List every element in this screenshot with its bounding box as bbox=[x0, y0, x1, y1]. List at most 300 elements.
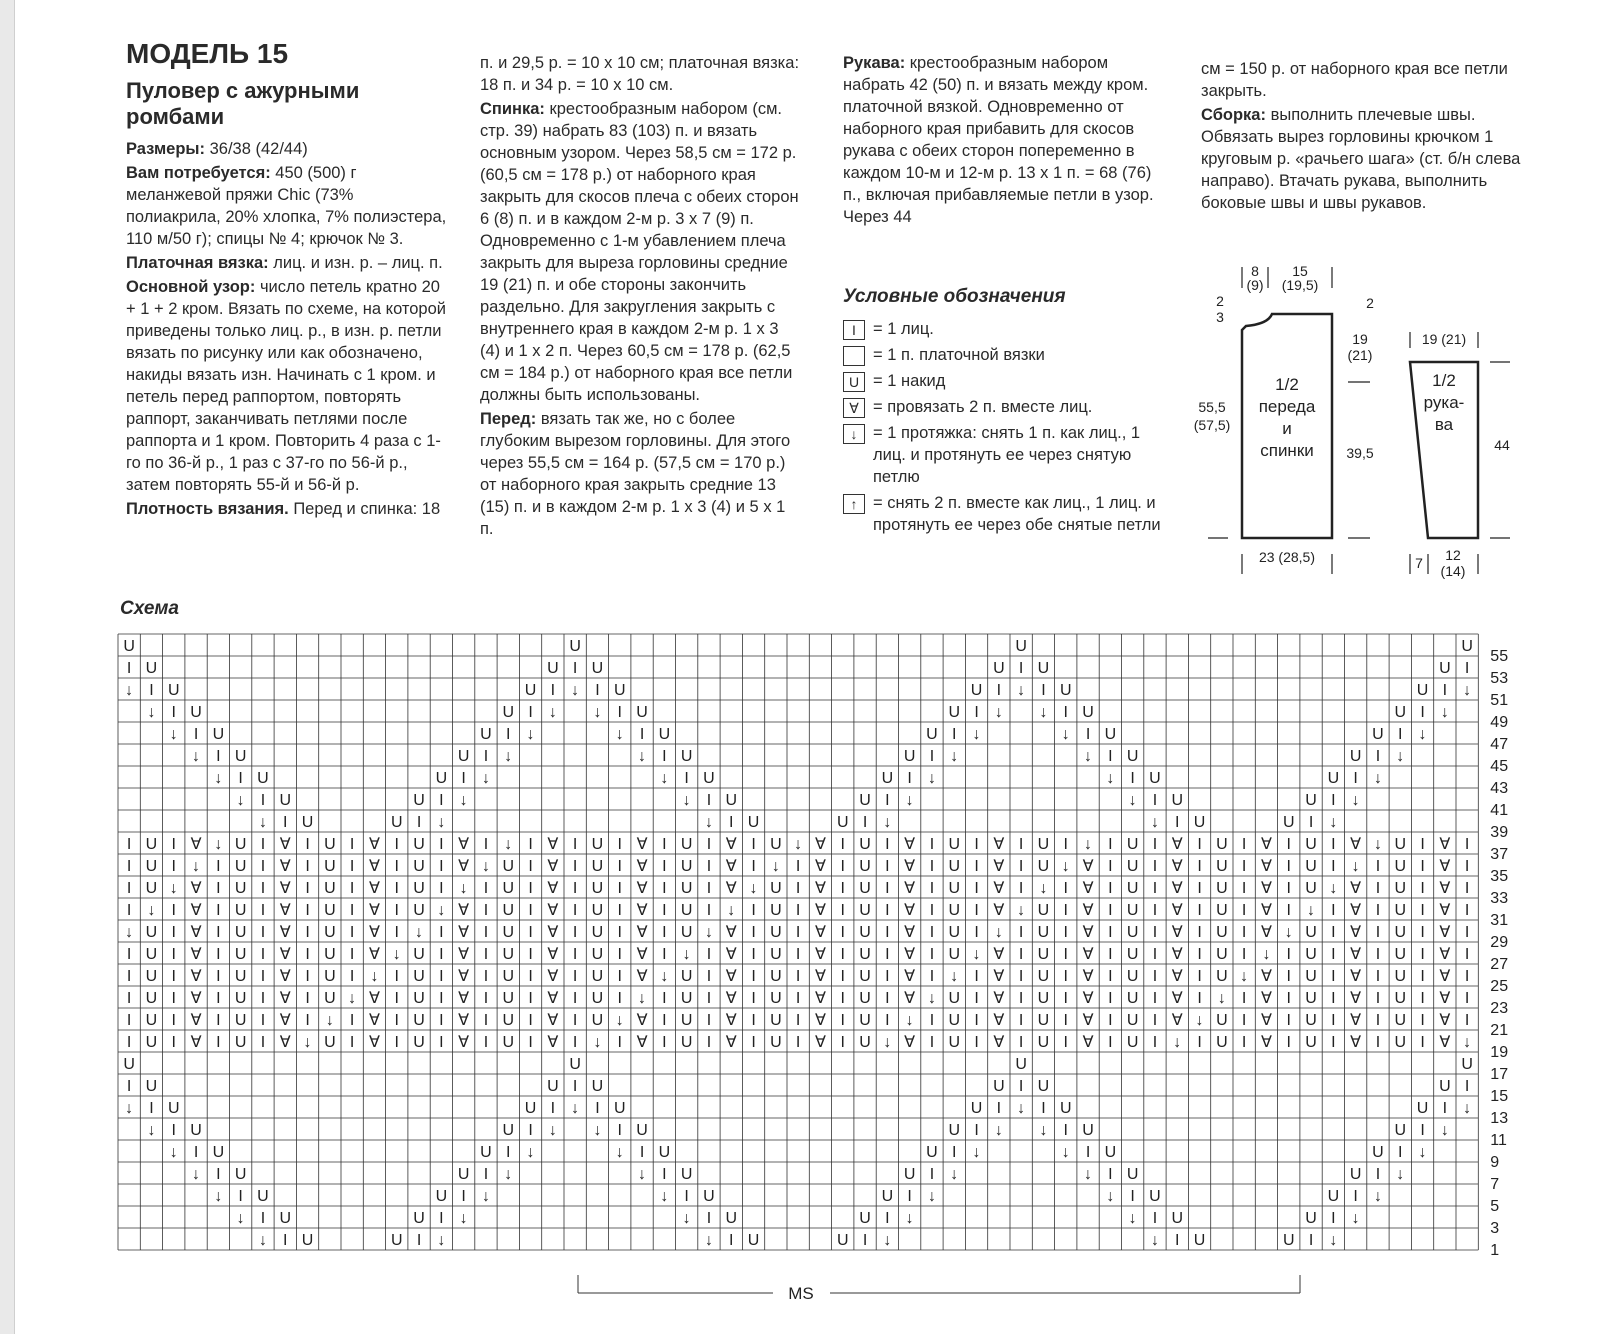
chart-symbol: I bbox=[1308, 1232, 1314, 1249]
chart-symbol: I bbox=[126, 902, 132, 919]
chart-symbol: I bbox=[572, 880, 578, 897]
chart-symbol: U bbox=[1394, 836, 1407, 853]
chart-symbol: I bbox=[149, 1100, 154, 1117]
text-column-4 bbox=[1201, 58, 1523, 216]
chart-symbol: I bbox=[617, 836, 622, 853]
chart-symbol: ∀ bbox=[904, 946, 916, 963]
chart-symbol: U bbox=[1104, 1144, 1117, 1161]
chart-symbol: U bbox=[145, 924, 158, 941]
chart-symbol: ↓ bbox=[883, 1034, 892, 1051]
chart-symbol: I bbox=[1130, 770, 1135, 787]
chart-symbol: U bbox=[413, 990, 425, 1007]
chart-symbol: U bbox=[680, 880, 693, 897]
chart-symbol: U bbox=[993, 660, 1005, 677]
chart-symbol: U bbox=[324, 902, 336, 919]
row-number: 3 bbox=[1490, 1220, 1500, 1237]
chart-symbol: U bbox=[324, 968, 336, 985]
chart-symbol: ↓ bbox=[1061, 726, 1070, 743]
chart-symbol: ↓ bbox=[214, 836, 223, 853]
chart-symbol: I bbox=[729, 1232, 734, 1249]
chart-symbol: ∀ bbox=[636, 924, 648, 941]
chart-symbol: ↓ bbox=[147, 704, 156, 721]
chart-symbol: I bbox=[528, 1122, 533, 1139]
chart-symbol: I bbox=[1331, 1012, 1336, 1029]
chart-symbol: U bbox=[413, 836, 425, 853]
chart-symbol: I bbox=[506, 1144, 511, 1161]
chart-symbol: I bbox=[751, 946, 756, 963]
chart-symbol: I bbox=[305, 902, 310, 919]
chart-symbol: U bbox=[948, 902, 961, 919]
assembly-paragraph bbox=[1201, 104, 1523, 214]
chart-symbol: ↓ bbox=[504, 748, 513, 765]
chart-symbol: U bbox=[680, 1166, 693, 1183]
chart-symbol: I bbox=[305, 836, 310, 853]
chart-symbol: I bbox=[126, 946, 132, 963]
chart-symbol: U bbox=[1349, 748, 1362, 765]
chart-symbol: ↓ bbox=[727, 902, 736, 919]
chart-symbol: U bbox=[1126, 748, 1139, 765]
front-label: Перед: bbox=[480, 410, 537, 428]
chart-symbol: U bbox=[903, 748, 916, 765]
chart-symbol: U bbox=[1327, 770, 1340, 787]
chart-symbol: U bbox=[145, 990, 158, 1007]
chart-symbol: ∀ bbox=[814, 946, 826, 963]
chart-symbol: U bbox=[1394, 902, 1407, 919]
chart-symbol: ↓ bbox=[883, 1232, 892, 1249]
chart-symbol: I bbox=[1108, 968, 1113, 985]
chart-symbol: I bbox=[1018, 990, 1024, 1007]
chart-symbol: ∀ bbox=[190, 968, 202, 985]
chart-symbol: I bbox=[394, 902, 399, 919]
chart-symbol: ↓ bbox=[571, 682, 580, 699]
chart-symbol: U bbox=[1305, 946, 1317, 963]
chart-symbol: U bbox=[1327, 1188, 1340, 1205]
chart-symbol: I bbox=[662, 880, 667, 897]
row-number: 31 bbox=[1490, 912, 1509, 929]
chart-symbol: U bbox=[770, 1012, 782, 1029]
chart-symbol: I bbox=[305, 990, 310, 1007]
chart-symbol: ∀ bbox=[368, 836, 380, 853]
chart-symbol: I bbox=[1108, 748, 1113, 765]
chart-symbol: ∀ bbox=[190, 924, 202, 941]
ms-label: MS bbox=[788, 1284, 814, 1303]
chart-symbol: I bbox=[617, 858, 622, 875]
chart-symbol: I bbox=[1464, 968, 1470, 985]
chart-symbol: I bbox=[751, 902, 756, 919]
chart-symbol: I bbox=[1063, 946, 1068, 963]
chart-symbol: U bbox=[234, 902, 247, 919]
chart-symbol: I bbox=[305, 924, 310, 941]
chart-symbol: I bbox=[1018, 1078, 1024, 1095]
chart-symbol: I bbox=[952, 1144, 957, 1161]
chart-symbol: U bbox=[234, 1034, 247, 1051]
chart-symbol: ↓ bbox=[660, 1188, 669, 1205]
knit-symbol-icon: I bbox=[843, 320, 865, 340]
chart-symbol: I bbox=[1085, 1144, 1091, 1161]
chart-symbol: I bbox=[528, 946, 533, 963]
chart-symbol: I bbox=[1152, 990, 1158, 1007]
chart-symbol: I bbox=[662, 946, 667, 963]
row-number: 15 bbox=[1490, 1088, 1509, 1105]
chart-symbol: I bbox=[1286, 836, 1291, 853]
sizes-text: 36/38 (42/44) bbox=[205, 140, 308, 158]
chart-symbol: ↓ bbox=[214, 770, 223, 787]
chart-symbol: ∀ bbox=[1439, 1034, 1451, 1051]
row-number: 25 bbox=[1490, 978, 1509, 995]
legend-text: = 1 накид bbox=[873, 372, 946, 390]
chart-symbol: U bbox=[770, 902, 782, 919]
chart-symbol: U bbox=[1149, 1188, 1161, 1205]
chart-symbol: U bbox=[324, 836, 336, 853]
chart-symbol: ∀ bbox=[1171, 902, 1183, 919]
chart-symbol: I bbox=[572, 990, 578, 1007]
chart-symbol: ∀ bbox=[1350, 946, 1362, 963]
chart-symbol: I bbox=[572, 858, 578, 875]
main-pattern-label: Основной узор: bbox=[126, 278, 256, 296]
chart-symbol: ↓ bbox=[704, 1232, 713, 1249]
chart-symbol: ∀ bbox=[547, 990, 559, 1007]
chart-symbol: I bbox=[840, 836, 845, 853]
chart-symbol: ∀ bbox=[1082, 880, 1094, 897]
chart-symbol: I bbox=[483, 902, 489, 919]
chart-symbol: I bbox=[528, 902, 533, 919]
chart-symbol: I bbox=[260, 924, 266, 941]
chart-symbol: ↓ bbox=[258, 1232, 267, 1249]
chart-symbol: I bbox=[1152, 836, 1158, 853]
main-pattern-text: число петель кратно 20 + 1 + 2 кром. Вязать по схеме, на которой приведены только лиц. р., в изн. р. петли вязать по рисунку или как обозначено, накиды вязать изн. Начинать с 1 кром. и петель перед раппортом, повторять раппорт, заканчивать петлями после раппорта и 1 кром. Повторить 4 раза с 1-го по 36-й р., 1 раз с 37-го по 56-й р., затем повторять 55-й и 56-й р. bbox=[126, 278, 447, 494]
chart-symbol: ∀ bbox=[458, 924, 470, 941]
chart-symbol: ↓ bbox=[192, 858, 201, 875]
chart-symbol: I bbox=[394, 880, 399, 897]
chart-symbol: U bbox=[324, 1034, 336, 1051]
chart-symbol: U bbox=[502, 924, 515, 941]
chart-symbol: ↓ bbox=[504, 836, 513, 853]
chart-symbol: I bbox=[483, 1166, 489, 1183]
chart-symbol: U bbox=[591, 858, 604, 875]
chart-symbol: I bbox=[885, 880, 890, 897]
chart-symbol: I bbox=[1375, 924, 1381, 941]
chart-symbol: ↓ bbox=[1150, 1232, 1159, 1249]
sleeve-text: крестообразным набором набрать 42 (50) п. и вязать между кром. платочной вязкой. Одновременно от наборного края прибавить для скосов рукава с обеих сторон попеременно в каждом 10-м и 12-м р. 13 х 1 п. = 68 (76) п., включая прибавляемые петли в узор. Через 44 bbox=[843, 54, 1154, 226]
chart-symbol: I bbox=[483, 880, 489, 897]
chart-symbol: I bbox=[795, 968, 801, 985]
chart-symbol: ∀ bbox=[190, 1034, 202, 1051]
chart-symbol: ∀ bbox=[1171, 836, 1183, 853]
chart-symbol: ∀ bbox=[1171, 968, 1183, 985]
chart-symbol: I bbox=[193, 1144, 199, 1161]
chart-symbol: ↓ bbox=[1195, 1012, 1204, 1029]
chart-symbol: I bbox=[1018, 1012, 1024, 1029]
k2tog-symbol-icon: ∀ bbox=[843, 398, 865, 418]
chart-symbol: I bbox=[349, 924, 355, 941]
chart-symbol: U bbox=[1037, 1034, 1050, 1051]
chart-symbol: I bbox=[572, 660, 578, 677]
chart-symbol: U bbox=[524, 682, 537, 699]
chart-symbol: ∀ bbox=[993, 836, 1005, 853]
chart-symbol: I bbox=[126, 858, 132, 875]
chart-symbol: I bbox=[1018, 924, 1024, 941]
chart-symbol: U bbox=[1439, 660, 1451, 677]
chart-symbol: U bbox=[948, 990, 961, 1007]
chart-symbol: ∀ bbox=[1439, 1012, 1451, 1029]
chart-symbol: I bbox=[885, 836, 890, 853]
chart-symbol: ∀ bbox=[725, 880, 737, 897]
chart-symbol: U bbox=[502, 1012, 515, 1029]
chart-symbol: ∀ bbox=[190, 1012, 202, 1029]
chart-symbol: I bbox=[216, 748, 221, 765]
chart-symbol: ↓ bbox=[950, 968, 959, 985]
density-continued: п. и 29,5 р. = 10 х 10 см; платочная вязка: 18 п. и 34 р. = 10 х 10 см. bbox=[480, 54, 800, 94]
chart-symbol: I bbox=[1375, 1012, 1381, 1029]
chart-symbol: ↓ bbox=[1084, 1166, 1093, 1183]
chart-symbol: U bbox=[926, 726, 938, 743]
chart-symbol: U bbox=[1372, 1144, 1384, 1161]
chart-symbol: U bbox=[903, 1166, 916, 1183]
chart-symbol: ↓ bbox=[1463, 682, 1472, 699]
chart-symbol: U bbox=[1394, 968, 1407, 985]
chart-symbol: U bbox=[948, 1034, 961, 1051]
chart-symbol: I bbox=[885, 1210, 890, 1227]
sleeve-label-3: ва bbox=[1434, 415, 1454, 434]
chart-symbol: U bbox=[1037, 660, 1050, 677]
chart-symbol: I bbox=[1331, 990, 1336, 1007]
chart-symbol: I bbox=[260, 902, 266, 919]
chart-symbol: I bbox=[929, 924, 935, 941]
chart-symbol: U bbox=[948, 880, 961, 897]
chart-symbol: I bbox=[1420, 836, 1425, 853]
chart-symbol: I bbox=[1018, 968, 1024, 985]
chart-symbol: U bbox=[1394, 1034, 1407, 1051]
chart-symbol: U bbox=[145, 1034, 158, 1051]
chart-symbol: U bbox=[145, 880, 158, 897]
chart-symbol: ∀ bbox=[1350, 968, 1362, 985]
dim-sleeve-b2: 12 bbox=[1445, 547, 1461, 563]
chart-symbol: I bbox=[1197, 924, 1202, 941]
chart-symbol: I bbox=[216, 968, 221, 985]
chart-symbol: I bbox=[216, 946, 221, 963]
chart-symbol: ↓ bbox=[1351, 792, 1360, 809]
row-number: 7 bbox=[1490, 1176, 1500, 1193]
chart-symbol: U bbox=[725, 1210, 738, 1227]
chart-symbol: I bbox=[1375, 1166, 1381, 1183]
chart-symbol: I bbox=[216, 858, 221, 875]
chart-symbol: I bbox=[1063, 836, 1068, 853]
chart-symbol: I bbox=[171, 1034, 176, 1051]
chart-symbol: ∀ bbox=[725, 924, 737, 941]
chart-symbol: I bbox=[216, 924, 221, 941]
chart-symbol: I bbox=[996, 682, 1002, 699]
chart-symbol: U bbox=[324, 990, 336, 1007]
chart-symbol: I bbox=[439, 990, 444, 1007]
chart-symbol: I bbox=[260, 968, 266, 985]
chart-symbol: ∀ bbox=[636, 836, 648, 853]
chart-symbol: I bbox=[885, 990, 890, 1007]
chart-symbol: I bbox=[439, 1012, 444, 1029]
chart-symbol: ∀ bbox=[458, 968, 470, 985]
chart-symbol: U bbox=[145, 968, 158, 985]
chart-symbol: ↓ bbox=[994, 1122, 1003, 1139]
chart-symbol: I bbox=[528, 968, 533, 985]
chart-symbol: ∀ bbox=[1439, 880, 1451, 897]
chart-symbol: ↓ bbox=[214, 1188, 223, 1205]
sizes-paragraph bbox=[126, 138, 448, 160]
chart-symbol: U bbox=[859, 792, 871, 809]
legend-text: = снять 2 п. вместе как лиц., 1 лиц. и протянуть ее через обе снятые петли bbox=[873, 494, 1161, 534]
chart-symbol: I bbox=[483, 924, 489, 941]
chart-symbol: U bbox=[1305, 924, 1317, 941]
chart-symbol: I bbox=[483, 968, 489, 985]
chart-symbol: ↓ bbox=[682, 792, 691, 809]
chart-symbol: ∀ bbox=[368, 946, 380, 963]
chart-symbol: I bbox=[126, 836, 132, 853]
chart-symbol: U bbox=[1149, 770, 1161, 787]
chart-symbol: I bbox=[1018, 1034, 1024, 1051]
chart-symbol: U bbox=[1216, 902, 1228, 919]
row-number: 29 bbox=[1490, 934, 1509, 951]
chart-symbol: ↓ bbox=[125, 682, 134, 699]
sleeve-paragraph bbox=[843, 52, 1163, 228]
chart-symbol: I bbox=[840, 946, 845, 963]
chart-symbol: ↓ bbox=[1128, 1210, 1137, 1227]
chart-symbol: U bbox=[591, 990, 604, 1007]
chart-symbol: ↓ bbox=[1217, 990, 1226, 1007]
chart-symbol: ↓ bbox=[548, 704, 557, 721]
chart-symbol: U bbox=[145, 946, 158, 963]
chart-symbol: I bbox=[1375, 902, 1381, 919]
chart-symbol: ∀ bbox=[1260, 858, 1272, 875]
legend-item bbox=[843, 344, 1163, 366]
chart-symbol: U bbox=[324, 858, 336, 875]
chart-symbol: ∀ bbox=[458, 858, 470, 875]
chart-symbol: I bbox=[572, 1078, 578, 1095]
chart-symbol: ↓ bbox=[236, 792, 245, 809]
chart-symbol: I bbox=[216, 1012, 221, 1029]
ssk-symbol-icon: ↓ bbox=[843, 424, 865, 444]
chart-symbol: ↓ bbox=[660, 770, 669, 787]
chart-symbol: I bbox=[1375, 1034, 1381, 1051]
garter-label: Платочная вязка: bbox=[126, 254, 269, 272]
chart-symbol: ∀ bbox=[993, 1034, 1005, 1051]
chart-symbol: U bbox=[1416, 682, 1429, 699]
chart-symbol: U bbox=[324, 880, 336, 897]
chart-symbol: I bbox=[729, 814, 734, 831]
chart-symbol: I bbox=[1375, 880, 1381, 897]
chart-symbol: ↓ bbox=[1017, 902, 1026, 919]
chart-symbol: U bbox=[948, 836, 961, 853]
chart-symbol: I bbox=[1063, 704, 1068, 721]
chart-symbol: I bbox=[639, 1144, 645, 1161]
chart-symbol: ↓ bbox=[481, 858, 490, 875]
chart-symbol: I bbox=[1331, 968, 1336, 985]
chart-symbol: I bbox=[840, 968, 845, 985]
chart-symbol: I bbox=[1241, 1034, 1247, 1051]
chart-symbol: U bbox=[145, 858, 158, 875]
chart-symbol: ↓ bbox=[1329, 880, 1338, 897]
chart-symbol: ↓ bbox=[972, 726, 981, 743]
chart-symbol: I bbox=[483, 748, 489, 765]
chart-symbol: I bbox=[929, 748, 935, 765]
chart-symbol: U bbox=[1059, 682, 1072, 699]
chart-symbol: ∀ bbox=[814, 1012, 826, 1029]
chart-symbol: ∀ bbox=[725, 858, 737, 875]
chart-symbol: I bbox=[1197, 858, 1202, 875]
chart-symbol: I bbox=[929, 880, 935, 897]
chart-symbol: I bbox=[1018, 946, 1024, 963]
dim-side: 39,5 bbox=[1346, 445, 1374, 461]
chart-symbol: ∀ bbox=[636, 946, 648, 963]
row-number: 45 bbox=[1490, 758, 1509, 775]
chart-symbol: U bbox=[1349, 1166, 1362, 1183]
chart-symbol: U bbox=[413, 1034, 425, 1051]
chart-symbol: I bbox=[216, 1034, 221, 1051]
chart-symbol: U bbox=[680, 902, 693, 919]
row-number: 35 bbox=[1490, 868, 1509, 885]
chart-symbol: ∀ bbox=[1439, 836, 1451, 853]
chart-symbol: U bbox=[859, 946, 871, 963]
chart-symbol: I bbox=[706, 858, 712, 875]
chart-symbol: U bbox=[591, 1012, 604, 1029]
chart-symbol: ↓ bbox=[169, 1144, 178, 1161]
chart-symbol: ∀ bbox=[904, 858, 916, 875]
chart-symbol: U bbox=[1372, 726, 1384, 743]
chart-symbol: ∀ bbox=[547, 968, 559, 985]
chart-symbol: ∀ bbox=[993, 858, 1005, 875]
chart-symbol: I bbox=[550, 1100, 556, 1117]
legend-text: = 1 протяжка: снять 1 п. как лиц., 1 лиц. и протянуть ее через снятую петлю bbox=[873, 424, 1141, 486]
chart-symbol: U bbox=[234, 968, 247, 985]
chart-symbol: I bbox=[1241, 924, 1247, 941]
chart-symbol: U bbox=[948, 924, 961, 941]
row-number: 43 bbox=[1490, 780, 1509, 797]
chart-symbol: U bbox=[613, 682, 626, 699]
chart-symbol: I bbox=[528, 1034, 533, 1051]
chart-symbol: I bbox=[1464, 858, 1470, 875]
chart-symbol: I bbox=[1197, 902, 1202, 919]
chart-symbol: ∀ bbox=[814, 880, 826, 897]
chart-symbol: I bbox=[1108, 1012, 1113, 1029]
chart-symbol: U bbox=[770, 924, 782, 941]
chart-symbol: I bbox=[1420, 968, 1425, 985]
chart-symbol: I bbox=[528, 1012, 533, 1029]
row-number: 37 bbox=[1490, 846, 1509, 863]
subtitle-line-1: Пуловер с ажурными bbox=[126, 78, 360, 103]
chart-symbol: U bbox=[480, 1144, 492, 1161]
chart-symbol: ∀ bbox=[279, 1034, 291, 1051]
chart-symbol: I bbox=[1420, 1012, 1425, 1029]
chart-symbol: U bbox=[703, 770, 715, 787]
chart-symbol: U bbox=[591, 946, 604, 963]
chart-symbol: I bbox=[1286, 858, 1291, 875]
chart-symbol: U bbox=[636, 1122, 648, 1139]
sleeve-continued: см = 150 р. от наборного края все петли закрыть. bbox=[1201, 60, 1508, 100]
chart-symbol: U bbox=[1082, 1122, 1094, 1139]
chart-symbol: I bbox=[1108, 1034, 1113, 1051]
chart-symbol: ↓ bbox=[147, 1122, 156, 1139]
chart-symbol: ∀ bbox=[458, 1012, 470, 1029]
chart-symbol: I bbox=[260, 1012, 266, 1029]
dim-height: 55,5 bbox=[1198, 399, 1226, 415]
chart-symbol: U bbox=[680, 924, 693, 941]
chart-symbol: U bbox=[859, 880, 871, 897]
chart-symbol: U bbox=[413, 858, 425, 875]
legend-item bbox=[843, 492, 1163, 536]
dim-top-a: 8 bbox=[1251, 263, 1259, 279]
chart-symbol: U bbox=[881, 770, 894, 787]
chart-symbol: I bbox=[751, 968, 756, 985]
chart-symbol: U bbox=[234, 880, 247, 897]
chart-symbol: ↓ bbox=[437, 1232, 446, 1249]
chart-symbol: I bbox=[483, 946, 489, 963]
